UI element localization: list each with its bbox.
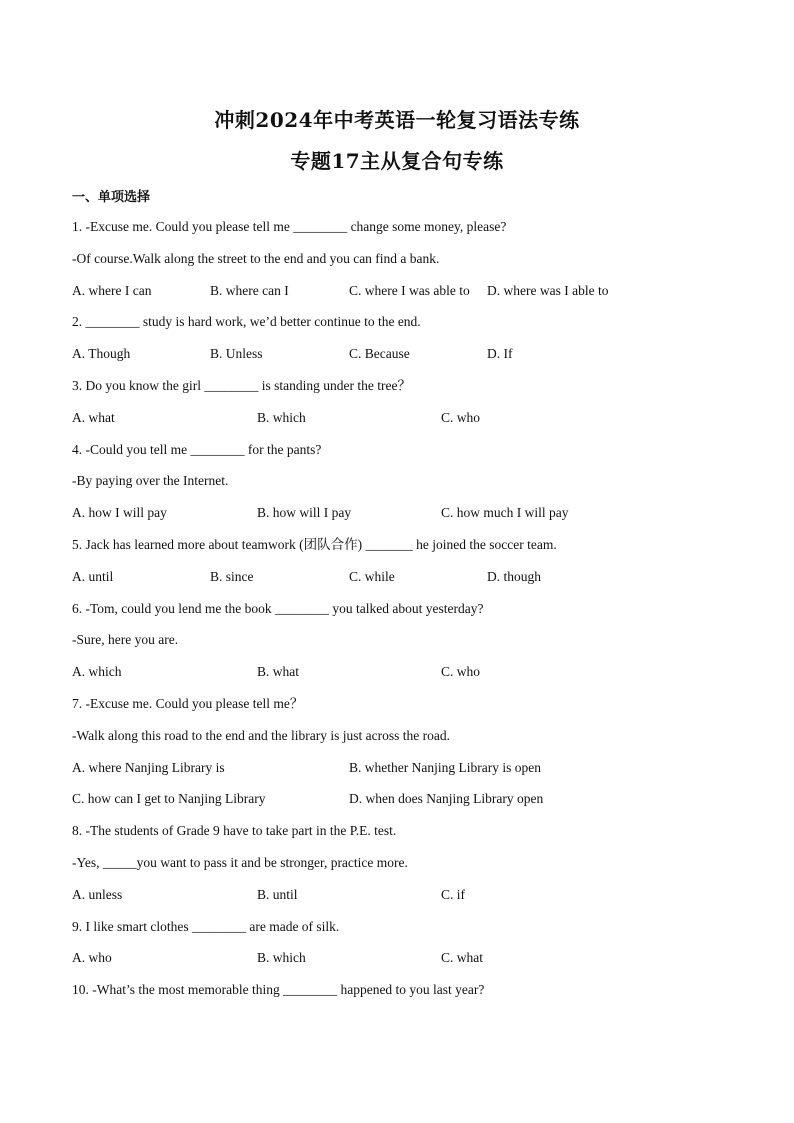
question-9-option-a: A. who: [72, 950, 112, 965]
document-title: 冲刺2024年中考英语一轮复习语法专练: [214, 108, 580, 132]
question-3-option-b: B. which: [257, 410, 306, 425]
question-7-option-d: D. when does Nanjing Library open: [349, 791, 544, 806]
question-2-stem: 2. ________ study is hard work, we’d better continue to the end.: [72, 314, 421, 329]
question-1-stem: 1. -Excuse me. Could you please tell me ________ change some money, please?: [72, 219, 507, 234]
question-8-stem: 8. -The students of Grade 9 have to take part in the P.E. test.: [72, 823, 397, 838]
question-9-option-c: C. what: [441, 950, 483, 965]
question-6-reply: -Sure, here you are.: [72, 632, 179, 647]
question-4-stem: 4. -Could you tell me ________ for the pants?: [72, 442, 322, 457]
question-4-option-b: B. how will I pay: [257, 505, 352, 520]
question-2-option-a: A. Though: [72, 346, 131, 361]
question-5-option-b: B. since: [210, 569, 254, 584]
question-7-stem: 7. -Excuse me. Could you please tell me？: [72, 696, 304, 711]
question-9-option-b: B. which: [257, 950, 306, 965]
question-4-option-a: A. how I will pay: [72, 505, 167, 520]
question-3-stem: 3. Do you know the girl ________ is standing under the tree？: [72, 378, 411, 393]
question-6-option-a: A. which: [72, 664, 122, 679]
question-1-option-c: C. where I was able to: [349, 283, 470, 298]
question-3-option-a: A. what: [72, 410, 115, 425]
question-8-option-a: A. unless: [72, 887, 123, 902]
question-4-reply: -By paying over the Internet.: [72, 473, 229, 488]
question-7-reply: -Walk along this road to the end and the library is just across the road.: [72, 728, 450, 743]
question-4-option-c: C. how much I will pay: [441, 505, 569, 520]
question-6-option-b: B. what: [257, 664, 299, 679]
question-8-option-c: C. if: [441, 887, 466, 902]
question-8-reply: -Yes, _____you want to pass it and be stronger, practice more.: [72, 855, 408, 870]
question-10-stem: 10. -What’s the most memorable thing ________ happened to you last year?: [72, 982, 485, 997]
question-1-option-d: D. where was I able to: [487, 283, 609, 298]
question-7-option-c: C. how can I get to Nanjing Library: [72, 791, 266, 806]
question-1-reply: -Of course.Walk along the street to the end and you can find a bank.: [72, 251, 440, 266]
question-2-option-c: C. Because: [349, 346, 410, 361]
question-2-option-b: B. Unless: [210, 346, 263, 361]
document-subtitle: 专题17主从复合句专练: [290, 149, 504, 173]
question-5-option-d: D. though: [487, 569, 541, 584]
question-3-option-c: C. who: [441, 410, 481, 425]
question-7-option-b: B. whether Nanjing Library is open: [349, 760, 541, 775]
question-9-stem: 9. I like smart clothes ________ are made of silk.: [72, 919, 340, 934]
question-6-stem: 6. -Tom, could you lend me the book ________ you talked about yesterday?: [72, 601, 484, 616]
section-heading: 一、单项选择: [72, 190, 151, 205]
question-8-option-b: B. until: [257, 887, 298, 902]
question-5-option-c: C. while: [349, 569, 395, 584]
question-2-option-d: D. If: [487, 346, 513, 361]
question-5-stem: 5. Jack has learned more about teamwork (团队合作) _______ he joined the soccer team.: [72, 537, 557, 552]
question-5-option-a: A. until: [72, 569, 114, 584]
question-1-option-b: B. where can I: [210, 283, 289, 298]
question-6-option-c: C. who: [441, 664, 481, 679]
question-1-option-a: A. where I can: [72, 283, 152, 298]
question-7-option-a: A. where Nanjing Library is: [72, 760, 225, 775]
